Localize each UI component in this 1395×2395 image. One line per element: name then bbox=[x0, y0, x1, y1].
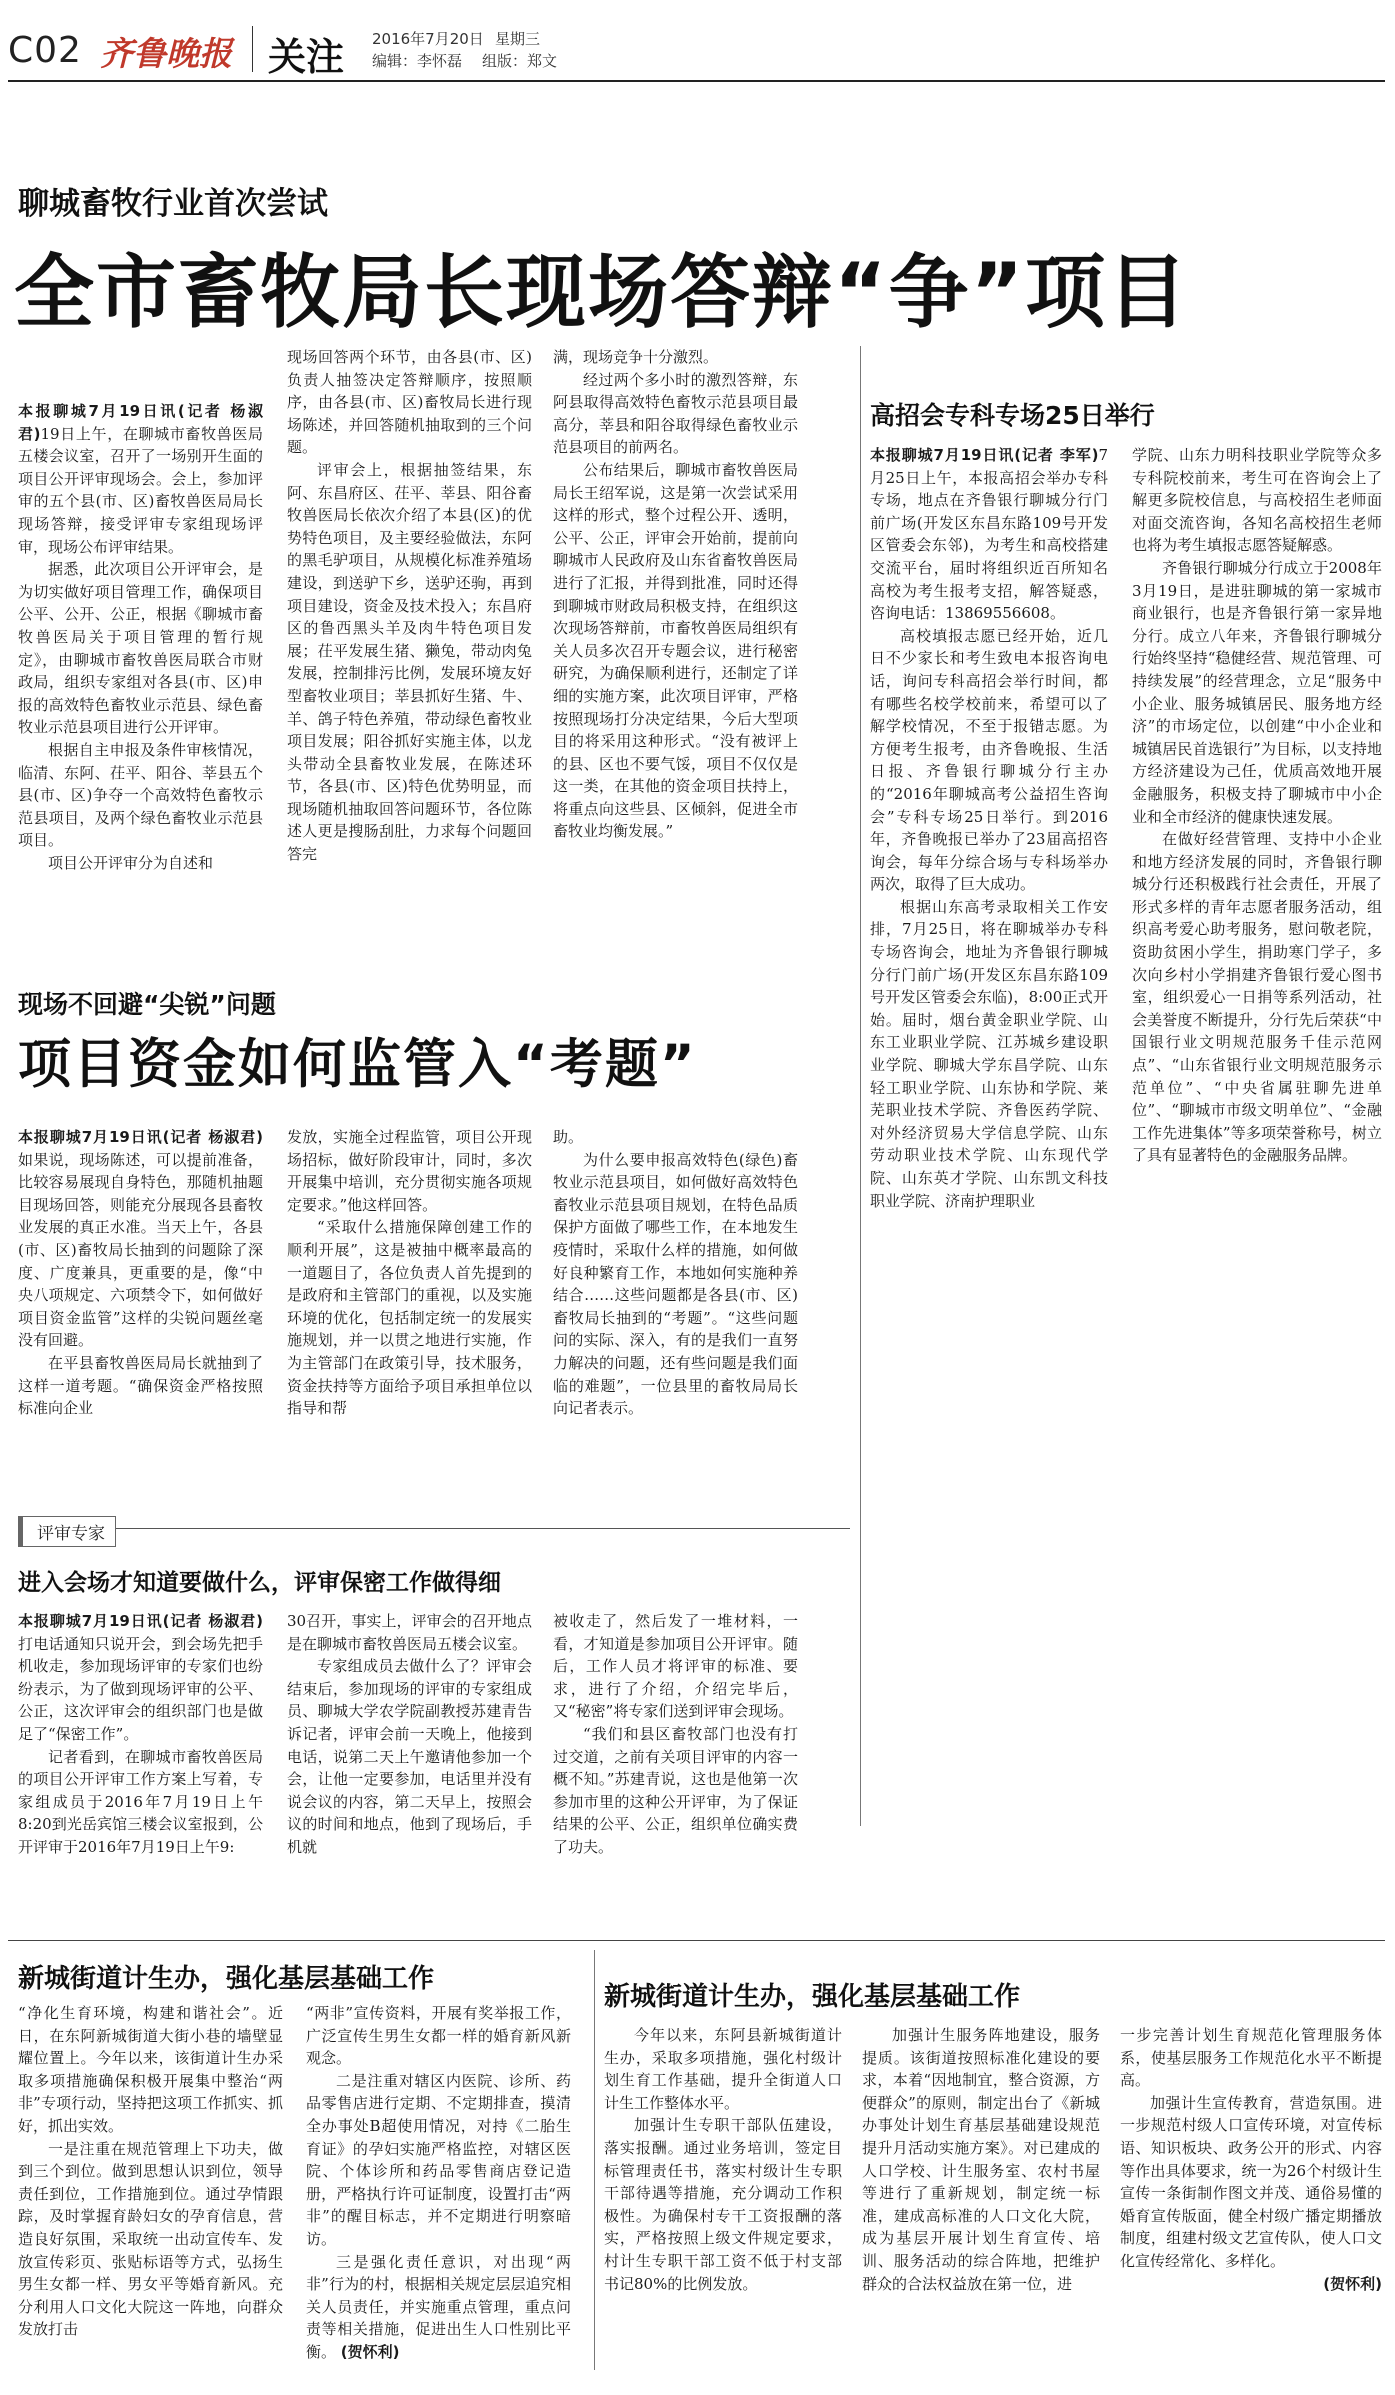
right-article-paragraph: 7月25日上午，本报高招会举办专科专场，地点在齐鲁银行聊城分行门前广场(开发区东昌东路109号开发区管委会东邻)，为考生和高校搭建交流平台，届时将组织近百所知名高校为考生报考支招，解答疑惑，咨询电话：13869556608。 bbox=[870, 446, 1108, 623]
bottom-right-column-3 bbox=[1120, 2024, 1382, 2382]
right-column-divider bbox=[860, 346, 861, 1826]
article1-paragraph: 公布结果后，聊城市畜牧兽医局局长王绍军说，这是第一次尝试采用这样的形式，整个过程公开、透明，公平、公正，评审会开始前，提前向聊城市人民政府及山东省畜牧兽医局进行了汇报，并得到批准，同时还得到聊城市财政局积极支持，在组织这次现场答辩前，市畜牧兽医局组织有关人员多次召开专题会议，进行秘密研究，为确保顺利进行，还制定了详细的实施方案，此次项目评审，严格按照现场打分决定结果，今后大型项目的将采用这种形式。“没有被评上的县、区也不要气馁，项目不仅仅是这一类，在其他的资金项目扶持上，将重点向这些县、区倾斜，促进全市畜牧业均衡发展。” bbox=[553, 460, 798, 841]
masthead-rule bbox=[8, 80, 1385, 82]
bottom-right-column-2 bbox=[862, 2024, 1100, 2382]
article2-kicker: 现场不回避“尖锐”问题 bbox=[18, 990, 276, 1019]
bottom-left-headline: 新城街道计生办，强化基层基础工作 bbox=[18, 1964, 435, 1994]
bottom-right-paragraph: 今年以来，东阿县新城街道计生办，采取多项措施，强化村级计划生育工作基础，提升全街道人口计生工作整体水平。 bbox=[604, 2026, 842, 2112]
article1-paragraph: 19日上午，在聊城市畜牧兽医局五楼会议室，召开了一场别开生面的项目公开评审现场会。会上，参加评审的五个县(市、区)畜牧兽医局局长现场答辩，接受评审专家组现场评审，现场公布评审结果。 bbox=[18, 424, 263, 556]
article3-dateline: 本报聊城7月19日讯(记者 杨淑君) bbox=[18, 1612, 263, 1630]
article1-paragraph: 项目公开评审分为自述和 bbox=[48, 853, 214, 872]
masthead-divider bbox=[252, 26, 253, 72]
bottom-left-column-1 bbox=[18, 2002, 283, 2382]
article1-paragraph: 现场回答两个环节，由各县(市、区)负责人抽签决定答辩顺序，按照顺序，由各县(市、区)畜牧局长进行现场陈述，并回答随机抽取到的三个问题。 bbox=[287, 348, 532, 457]
article1-paragraph: 评审会上，根据抽签结果，东阿、东昌府区、茌平、莘县、阳谷畜牧兽医局长依次介绍了本县(区)的优势特色项目，及主要经验做法，东阿的黑毛驴项目，从规模化标准养殖场建设，到送驴下乡，送驴还驹，再到项目建设，资金及技术投入；东昌府区的鲁西黑头羊及肉牛特色项目发展；茌平发展生猪、獭兔，带动肉兔发展，控制排污比例，发展环境友好型畜牧业项目；莘县抓好生猪、牛、羊、鸽子特色养殖，带动绿色畜牧业项目发展；阳谷抓好实施主体，以龙头带动全县畜牧业发展，在陈述环节，各县(市、区)特色优势明显，而现场随机抽取回答问题环节，各位陈述人更是搜肠刮肚，力求每个问题回答完 bbox=[287, 460, 532, 864]
paper-logo: 齐鲁晚报 bbox=[100, 34, 232, 73]
bottom-right-headline: 新城街道计生办，强化基层基础工作 bbox=[604, 1982, 1021, 2012]
article1-column-1 bbox=[18, 400, 263, 973]
right-article-column-1 bbox=[870, 444, 1108, 1566]
article1-headline: 全市畜牧局长现场答辩“争”项目 bbox=[14, 246, 1190, 339]
article3-paragraph: 被收走了，然后发了一堆材料，一看，才知道是参加项目公开评审。随后，工作人员才将评审的标准、要求，进行了介绍，介绍完毕后，又“秘密”将专家们送到评审会现场。 bbox=[553, 1612, 798, 1721]
bottom-right-paragraph: 一步完善计划生育规范化管理服务体系，使基层服务工作规范化水平不断提高。 bbox=[1120, 2026, 1382, 2090]
article2-paragraph: 如果说，现场陈述，可以提前准备，比较容易展现自身特色，那随机抽题目现场回答，则能充分展现各县畜牧业发展的真正水准。当天上午，各县(市、区)畜牧局长抽到的问题除了深度、广度兼具，更重要的是，像“中央八项规定、六项禁令下，如何做好项目资金监管”这样的尖锐问题丝毫没有回避。 bbox=[18, 1150, 263, 1350]
article2-column-2 bbox=[287, 1126, 532, 1516]
right-article-headline: 高招会专科专场25日举行 bbox=[870, 401, 1155, 430]
article1-paragraph: 根据自主申报及条件审核情况，临清、东阿、茌平、阳谷、莘县五个县(市、区)争夺一个高效特色畜牧示范县项目，及两个绿色畜牧业示范县项目。 bbox=[18, 740, 263, 850]
bottom-right-column-1 bbox=[604, 2024, 842, 2382]
article2-column-1 bbox=[18, 1126, 263, 1516]
article1-column-3 bbox=[553, 346, 798, 973]
article2-paragraph: 发放，实施全过程监管，项目公开现场招标，做好阶段审计，同时，多次开展集中培训，充分贯彻实施各项规定要求。”他这样回答。 bbox=[287, 1128, 532, 1214]
article3-rule bbox=[18, 1528, 850, 1529]
bottom-left-paragraph: 一是注重在规范管理上下功夫，做到三个到位。做到思想认识到位，领导责任到位，工作措施到位。通过孕情跟踪，及时掌握育龄妇女的孕育信息，营造良好氛围，采取统一出动宣传车、发放宣传彩页、张贴标语等方式，弘扬生男生女都一样、男女平等婚育新风。充分利用人口文化大院这一阵地，向群众发放打击 bbox=[18, 2139, 283, 2339]
article3-column-1 bbox=[18, 1610, 263, 1928]
bottom-right-byline: (贺怀利) bbox=[1323, 2274, 1382, 2293]
right-article-paragraph: 在做好经营管理、支持中小企业和地方经济发展的同时，齐鲁银行聊城分行还积极践行社会责任，开展了形式多样的青年志愿者服务活动，组织高考爱心助考服务，慰问敬老院，资助贫困小学生，捐助寒门学子，多次向乡村小学捐建齐鲁银行爱心图书室，组织爱心一日捐等系列活动，社会美誉度不断提升，分行先后荣获“中国银行业文明规范服务千佳示范网点”、“山东省银行业文明规范服务示范单位”、“中央省属驻聊先进单位”、“聊城市市级文明单位”、“金融工作先进集体”等多项荣誉称号，树立了具有显著特色的金融服务品牌。 bbox=[1132, 830, 1382, 1165]
article3-column-tag-label: 评审专家 bbox=[37, 1524, 105, 1544]
bottom-divider bbox=[594, 1950, 595, 2370]
layout-credit: 组版：郑文 bbox=[482, 52, 558, 70]
bottom-section-rule bbox=[8, 1940, 1385, 1941]
right-article-paragraph: 高校填报志愿已经开始，近几日不少家长和考生致电本报咨询电话，询问专科高招会举行时间，都有哪些名校学校前来，希望可以了解学校情况，不至于报错志愿。为方便考生报考，由齐鲁晚报、生活日报、齐鲁银行聊城分行主办的“2016年聊城高考公益招生咨询会”专科专场25日举行。到2016年，齐鲁晚报已举办了23届高招咨询会，每年分综合场与专科场举办两次，取得了巨大成功。 bbox=[870, 626, 1108, 894]
article2-headline: 项目资金如何监管入“考题” bbox=[18, 1034, 697, 1095]
bottom-right-paragraph: 加强计生宣传教育，营造氛围。进一步规范村级人口宣传环境，对宣传标语、知识板块、政务公开的形式、内容等作出具体要求，统一为26个村级计生宣传一条街制作图文并茂、通俗易懂的婚育宣传版面，健全村级广播定期播放制度，组建村级文艺宣传队，使人口文化宣传经常化、多样化。 bbox=[1120, 2093, 1382, 2270]
bottom-left-byline: (贺怀利) bbox=[340, 2342, 400, 2361]
bottom-right-paragraph: 加强计生专职干部队伍建设，落实报酬。通过业务培训，签定目标管理责任书，落实村级计生专职干部待遇等措施，充分调动工作积极性。为确保村专干工资报酬的落实，严格按照上级文件规定要求，村计生专职干部工资不低于村支部书记80%的比例发放。 bbox=[604, 2116, 842, 2293]
right-article-paragraph: 齐鲁银行聊城分行成立于2008年3月19日，是进驻聊城的第一家城市商业银行，也是齐鲁银行第一家异地分行。成立八年来，齐鲁银行聊城分行始终坚持“稳健经营、规范管理、可持续发展”的经营理念，立足“服务中小企业、服务城镇居民、服务地方经济”的市场定位，以创建“中小企业和城镇居民首选银行”为目标，以支持地方经济建设为己任，优质高效地开展金融服务，积极支持了聊城市中小企业和全市经济的健康快速发展。 bbox=[1132, 558, 1382, 826]
article1-dateline: 本报聊城7月19日讯(记者 杨淑君) bbox=[18, 402, 263, 443]
bottom-left-paragraph bbox=[306, 2251, 571, 2364]
article1-kicker: 聊城畜牧行业首次尝试 bbox=[18, 186, 328, 222]
bottom-left-paragraph: “两非”宣传资料，开展有奖举报工作，广泛宣传生男生女都一样的婚育新风新观念。 bbox=[306, 2004, 571, 2068]
article3-paragraph: 打电话通知只说开会，到会场先把手机收走，参加现场评审的专家们也纷纷表示，为了做到现场评审的公平、公正，这次评审会的组织部门也是做足了“保密工作”。 bbox=[18, 1634, 263, 1743]
right-article-paragraph: 根据山东高考录取相关工作安排，7月25日，将在聊城举办专科专场咨询会，地址为齐鲁银行聊城分行门前广场(开发区东昌东路109号开发区管委会东临)，8:00正式开始。届时，烟台黄金职业学院、山东工业职业学院、江苏城乡建设职业学院、聊城大学东昌学院、山东轻工职业学院、山东协和学院、莱芜职业技术学院、齐鲁医药学院、对外经济贸易大学信息学院、山东劳动职业技术学院、山东现代学院、山东英才学院、山东凯文科技职业学院、济南护理职业 bbox=[870, 897, 1108, 1210]
article3-column-3 bbox=[553, 1610, 798, 1928]
editor-credit: 编辑：李怀磊 bbox=[372, 52, 463, 70]
article2-paragraph: “采取什么措施保障创建工作的顺利开展”，这是被抽中概率最高的一道题目了，各位负责人首先提到的是政府和主管部门的重视，以及实施环境的优化，包括制定统一的发展实施规划，并一以贯之地进行实施，作为主管部门在政策引导，技术服务，资金扶持等方面给予项目承担单位以指导和帮 bbox=[287, 1218, 532, 1418]
page-code: C02 bbox=[8, 30, 82, 71]
article1-paragraph: 据悉，此次项目公开评审会，是为切实做好项目管理工作，确保项目公平、公开、公正，根据《聊城市畜牧兽医局关于项目管理的暂行规定》，由聊城市畜牧兽医局联合市财政局，组织专家组对各县(市、区)申报的高效特色畜牧业示范县、绿色畜牧业示范县项目进行公开评审。 bbox=[18, 560, 263, 737]
article3-paragraph: 记者看到，在聊城市畜牧兽医局的项目公开评审工作方案上写着，专家组成员于2016年7月19日上午8:20到光岳宾馆三楼会议室报到，公开评审于2016年7月19日上午9: bbox=[18, 1747, 263, 1856]
article2-paragraph: 助。 bbox=[553, 1128, 584, 1146]
right-article-column-2 bbox=[1132, 444, 1382, 1566]
bottom-left-paragraph-text: 三是强化责任意识，对出现“两非”行为的村，根据相关规定层层追究相关人员责任，并实施重点管理，重点问责等相关措施，促进出生人口性别比平衡。 bbox=[306, 2252, 571, 2361]
article2-paragraph: 为什么要申报高效特色(绿色)畜牧业示范县项目，如何做好高效特色畜牧业示范县项目规划，在特色品质保护方面做了哪些工作，在本地发生疫情时，采取什么样的措施，如何做好良种繁育工作，本地如何实施种养结合……这些问题都是各县(市、区)畜牧局长抽到的“考题”。“这些问题问的实际、深入，有的是我们一直努力解决的问题，还有些问题是我们面临的难题”，一位县里的畜牧局局长向记者表示。 bbox=[553, 1150, 798, 1418]
article3-paragraph: 30召开，事实上，评审会的召开地点是在聊城市畜牧兽医局五楼会议室。 bbox=[287, 1612, 532, 1653]
bottom-left-paragraph: “净化生育环境，构建和谐社会”。近日，在东阿新城街道大街小巷的墙壁显耀位置上。今年以来，该街道计生办采取多项措施确保积极开展集中整治“两非”专项行动，坚持把这项工作抓实、抓好，抓出实效。 bbox=[18, 2004, 283, 2135]
bottom-right-paragraph: 加强计生服务阵地建设，服务提质。该街道按照标准化建设的要求，本着“因地制宜，整合资源，方便群众”的原则，制定出台了《新城办事处计划生育基层基础建设规范提升月活动实施方案》。对已建成的人口学校、计生服务室、农村书屋等进行了重新规划，制定统一标准，建成高标准的人口文化大院，成为基层开展计划生育宣传、培训、服务活动的综合阵地，把维护群众的合法权益放在第一位，进 bbox=[862, 2026, 1100, 2293]
bottom-left-column-2 bbox=[306, 2002, 571, 2382]
article2-paragraph: 在平县畜牧兽医局局长就抽到了这样一道考题。“确保资金严格按照标准向企业 bbox=[18, 1353, 263, 1418]
article3-headline: 进入会场才知道要做什么，评审保密工作做得细 bbox=[18, 1570, 501, 1596]
article3-paragraph: “我们和县区畜牧部门也没有打过交道，之前有关项目评审的内容一概不知。”苏建青说，这也是他第一次参加市里的这种公开评审，为了保证结果的公平、公正，组织单位确实费了功夫。 bbox=[553, 1724, 798, 1856]
article1-paragraph: 满，现场竞争十分激烈。 bbox=[553, 348, 719, 366]
article2-dateline: 本报聊城7月19日讯(记者 杨淑君) bbox=[18, 1128, 263, 1146]
article1-column-2 bbox=[287, 346, 532, 973]
section-name: 关注 bbox=[268, 35, 345, 79]
issue-weekday: 星期三 bbox=[495, 30, 541, 48]
issue-date: 2016年7月20日 bbox=[372, 30, 484, 48]
article3-paragraph: 专家组成员去做什么了？评审会结束后，参加现场的评审的专家组成员、聊城大学农学院副教授苏建青告诉记者，评审会前一天晚上，他接到电话，说第二天上午邀请他参加一个会，让他一定要参加，电话里并没有说会议的内容，第二天早上，按照会议的时间和地点，他到了现场后，手机就 bbox=[287, 1657, 532, 1856]
right-article-dateline: 本报聊城7月19日讯(记者 李军) bbox=[870, 446, 1099, 464]
article1-paragraph: 经过两个多小时的激烈答辩，东阿县取得高效特色畜牧示范县项目最高分，莘县和阳谷取得绿色畜牧业示范县项目的前两名。 bbox=[553, 370, 798, 457]
article3-column-2 bbox=[287, 1610, 532, 1928]
bottom-left-paragraph: 二是注重对辖区内医院、诊所、药品零售店进行定期、不定期排查，摸清全办事处B超使用情况，对持《二胎生育证》的孕妇实施严格监控，对辖区医院、个体诊所和药品零售商店登记造册，严格执行许可证制度，设置打击“两非”的醒目标志，并不定期进行明察暗访。 bbox=[306, 2071, 571, 2248]
article2-column-3 bbox=[553, 1126, 798, 1516]
right-article-paragraph: 学院、山东力明科技职业学院等众多专科院校前来，考生可在咨询会上了解更多院校信息，与高校招生老师面对面交流咨询，各知名高校招生老师也将为考生填报志愿答疑解惑。 bbox=[1132, 446, 1382, 555]
article3-column-tag bbox=[18, 1516, 116, 1547]
